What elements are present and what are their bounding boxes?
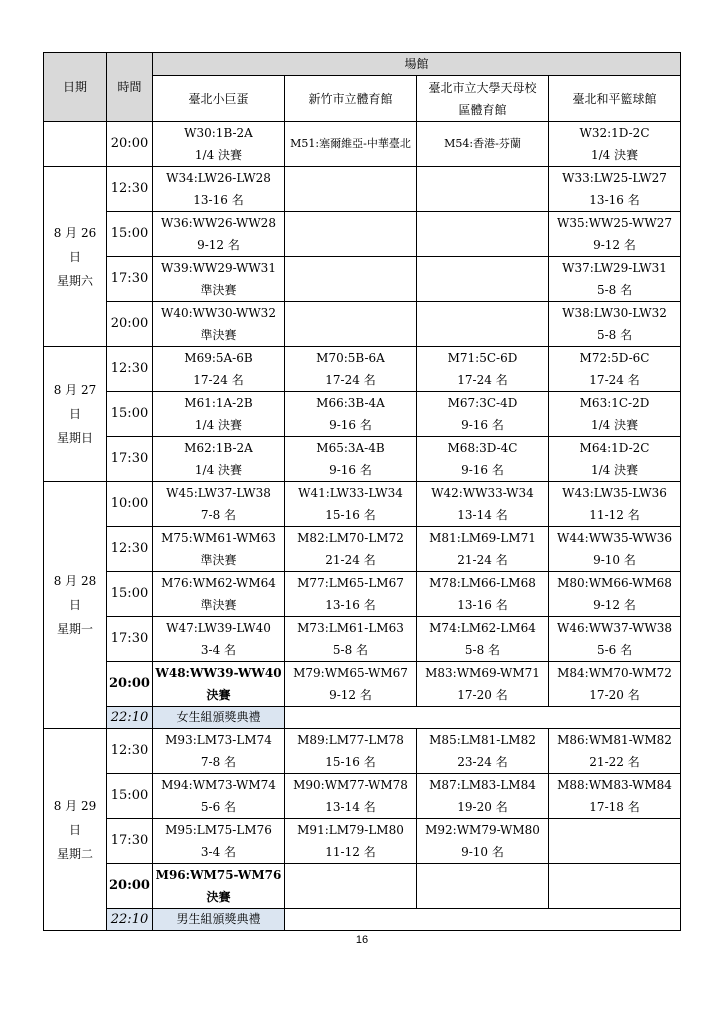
- header-date: 日期: [44, 53, 107, 122]
- game-cell: M66:3B-4A 9-16 名: [285, 392, 417, 437]
- ceremony-time: 22:10: [107, 707, 153, 729]
- game-cell: M61:1A-2B 1/4 決賽: [153, 392, 285, 437]
- time-cell: 15:00: [107, 572, 153, 617]
- date-cell: [44, 347, 107, 482]
- game-cell: [285, 302, 417, 347]
- game-cell: M85:LM81-LM82 23-24 名: [417, 729, 549, 774]
- weekday-label: 星期二: [56, 846, 93, 861]
- venue-line: 區體育館: [458, 102, 507, 117]
- table-row: [44, 662, 681, 707]
- table-row: [44, 617, 681, 662]
- ceremony-row: [44, 909, 681, 931]
- game-cell: W41:LW33-LW34 15-16 名: [285, 482, 417, 527]
- table-row: [44, 729, 681, 774]
- game-cell: M89:LM77-LM78 15-16 名: [285, 729, 417, 774]
- game-cell: M65:3A-4B 9-16 名: [285, 437, 417, 482]
- ceremony-empty: [285, 707, 681, 729]
- game-cell: [285, 212, 417, 257]
- game-cell: M69:5A-6B 17-24 名: [153, 347, 285, 392]
- table-row: [44, 482, 681, 527]
- game-cell: W46:WW37-WW38 5-6 名: [549, 617, 681, 662]
- table-row: [44, 392, 681, 437]
- game-cell: [417, 302, 549, 347]
- game-cell: M62:1B-2A 1/4 決賽: [153, 437, 285, 482]
- table-row: [44, 819, 681, 864]
- game-cell: W35:WW25-WW27 9-12 名: [549, 212, 681, 257]
- header-time: 時間: [107, 53, 153, 122]
- game-cell: W47:LW39-LW40 3-4 名: [153, 617, 285, 662]
- time-cell: 15:00: [107, 774, 153, 819]
- game-cell: [285, 257, 417, 302]
- table-row: [44, 527, 681, 572]
- time-cell: 12:30: [107, 167, 153, 212]
- ceremony-time: 22:10: [107, 909, 153, 931]
- venue-utaipei-tianmu: [417, 76, 549, 122]
- game-cell: M77:LM65-LM67 13-16 名: [285, 572, 417, 617]
- time-cell: 12:30: [107, 729, 153, 774]
- time-cell: 17:30: [107, 617, 153, 662]
- table-row: [44, 437, 681, 482]
- ceremony-row: [44, 707, 681, 729]
- weekday-label: 星期六: [56, 273, 93, 288]
- game-cell: M78:LM66-LM68 13-16 名: [417, 572, 549, 617]
- game-cell: M93:LM73-LM74 7-8 名: [153, 729, 285, 774]
- time-cell: 10:00: [107, 482, 153, 527]
- table-row: [44, 212, 681, 257]
- game-cell: M81:LM69-LM71 21-24 名: [417, 527, 549, 572]
- table-row: [44, 572, 681, 617]
- game-cell: M73:LM61-LM63 5-8 名: [285, 617, 417, 662]
- game-cell: M76:WM62-WM64 準決賽: [153, 572, 285, 617]
- game-cell: W38:LW30-LW32 5-8 名: [549, 302, 681, 347]
- game-cell: W45:LW37-LW38 7-8 名: [153, 482, 285, 527]
- game-cell: [417, 167, 549, 212]
- table-row: [44, 774, 681, 819]
- game-cell: [417, 257, 549, 302]
- game-cell: W32:1D-2C 1/4 決賽: [549, 122, 681, 167]
- game-cell: [417, 864, 549, 909]
- final-game-cell: M96:WM75-WM76 決賽: [153, 864, 285, 909]
- time-cell: 17:30: [107, 437, 153, 482]
- table-row: [44, 167, 681, 212]
- game-cell: M95:LM75-LM76 3-4 名: [153, 819, 285, 864]
- venue-heping-court: 臺北和平籃球館: [549, 76, 681, 122]
- game-cell: W34:LW26-LW28 13-16 名: [153, 167, 285, 212]
- game-cell: M68:3D-4C 9-16 名: [417, 437, 549, 482]
- time-cell: 20:00: [107, 122, 153, 167]
- weekday-label: 星期一: [56, 622, 93, 636]
- game-cell: W43:LW35-LW36 11-12 名: [549, 482, 681, 527]
- time-cell: 20:00: [107, 302, 153, 347]
- game-cell: [285, 167, 417, 212]
- game-cell: M87:LM83-LM84 19-20 名: [417, 774, 549, 819]
- game-cell: M67:3C-4D 9-16 名: [417, 392, 549, 437]
- time-cell: 17:30: [107, 257, 153, 302]
- game-cell: [549, 819, 681, 864]
- game-cell: M80:WM66-WM68 9-12 名: [549, 572, 681, 617]
- game-cell: M64:1D-2C 1/4 決賽: [549, 437, 681, 482]
- final-game-cell: W48:WW39-WW40 決賽: [153, 662, 285, 707]
- game-cell: M70:5B-6A 17-24 名: [285, 347, 417, 392]
- table-row: [44, 122, 681, 167]
- date-label: 8 月 28 日: [53, 574, 97, 612]
- page-number: 16: [355, 934, 369, 946]
- game-cell: M51:塞爾維亞-中華臺北: [285, 122, 417, 167]
- game-cell: W42:WW33-W34 13-14 名: [417, 482, 549, 527]
- game-cell: W40:WW30-WW32 準決賽: [153, 302, 285, 347]
- game-cell: M88:WM83-WM84 17-18 名: [549, 774, 681, 819]
- game-cell: M72:5D-6C 17-24 名: [549, 347, 681, 392]
- date-cell: [44, 122, 107, 167]
- game-cell: W36:WW26-WW28 9-12 名: [153, 212, 285, 257]
- time-cell: 20:00: [107, 864, 153, 909]
- game-cell: M94:WM73-WM74 5-6 名: [153, 774, 285, 819]
- ceremony-empty: [285, 909, 681, 931]
- header-venues: 場館: [153, 53, 681, 76]
- game-cell: [549, 864, 681, 909]
- game-cell: M63:1C-2D 1/4 決賽: [549, 392, 681, 437]
- game-cell: M84:WM70-WM72 17-20 名: [549, 662, 681, 707]
- game-cell: [285, 864, 417, 909]
- game-cell: M71:5C-6D 17-24 名: [417, 347, 549, 392]
- game-cell: M54:香港-芬蘭: [417, 122, 549, 167]
- game-cell: W37:LW29-LW31 5-8 名: [549, 257, 681, 302]
- schedule-table: [43, 52, 681, 931]
- venue-taipei-arena: 臺北小巨蛋: [153, 76, 285, 122]
- date-label: 8 月 26 日: [53, 225, 97, 264]
- time-cell: 17:30: [107, 819, 153, 864]
- game-cell: M90:WM77-WM78 13-14 名: [285, 774, 417, 819]
- date-label: 8 月 27 日: [53, 383, 97, 421]
- game-cell: M75:WM61-WM63 準決賽: [153, 527, 285, 572]
- game-cell: M79:WM65-WM67 9-12 名: [285, 662, 417, 707]
- ceremony-label: 男生組頒獎典禮: [153, 909, 285, 931]
- table-row: [44, 864, 681, 909]
- date-cell: [44, 167, 107, 347]
- game-cell: M91:LM79-LM80 11-12 名: [285, 819, 417, 864]
- game-cell: M74:LM62-LM64 5-8 名: [417, 617, 549, 662]
- game-cell: W39:WW29-WW31 準決賽: [153, 257, 285, 302]
- time-cell: 12:30: [107, 347, 153, 392]
- venue-line: 臺北市立大學天母校: [428, 80, 537, 95]
- table-row: [44, 347, 681, 392]
- game-cell: M92:WM79-WM80 9-10 名: [417, 819, 549, 864]
- table-row: [44, 257, 681, 302]
- time-cell: 12:30: [107, 527, 153, 572]
- game-cell: W30:1B-2A 1/4 決賽: [153, 122, 285, 167]
- venue-hsinchu-gym: 新竹市立體育館: [285, 76, 417, 122]
- game-cell: W44:WW35-WW36 9-10 名: [549, 527, 681, 572]
- date-cell: [44, 482, 107, 729]
- game-cell: M83:WM69-WM71 17-20 名: [417, 662, 549, 707]
- date-cell: [44, 729, 107, 931]
- time-cell: 15:00: [107, 392, 153, 437]
- time-cell: 20:00: [107, 662, 153, 707]
- table-row: [44, 302, 681, 347]
- game-cell: M82:LM70-LM72 21-24 名: [285, 527, 417, 572]
- weekday-label: 星期日: [56, 431, 93, 445]
- game-cell: W33:LW25-LW27 13-16 名: [549, 167, 681, 212]
- date-label: 8 月 29 日: [53, 798, 97, 837]
- time-cell: 15:00: [107, 212, 153, 257]
- game-cell: [417, 212, 549, 257]
- ceremony-label: 女生組頒獎典禮: [153, 707, 285, 729]
- game-cell: M86:WM81-WM82 21-22 名: [549, 729, 681, 774]
